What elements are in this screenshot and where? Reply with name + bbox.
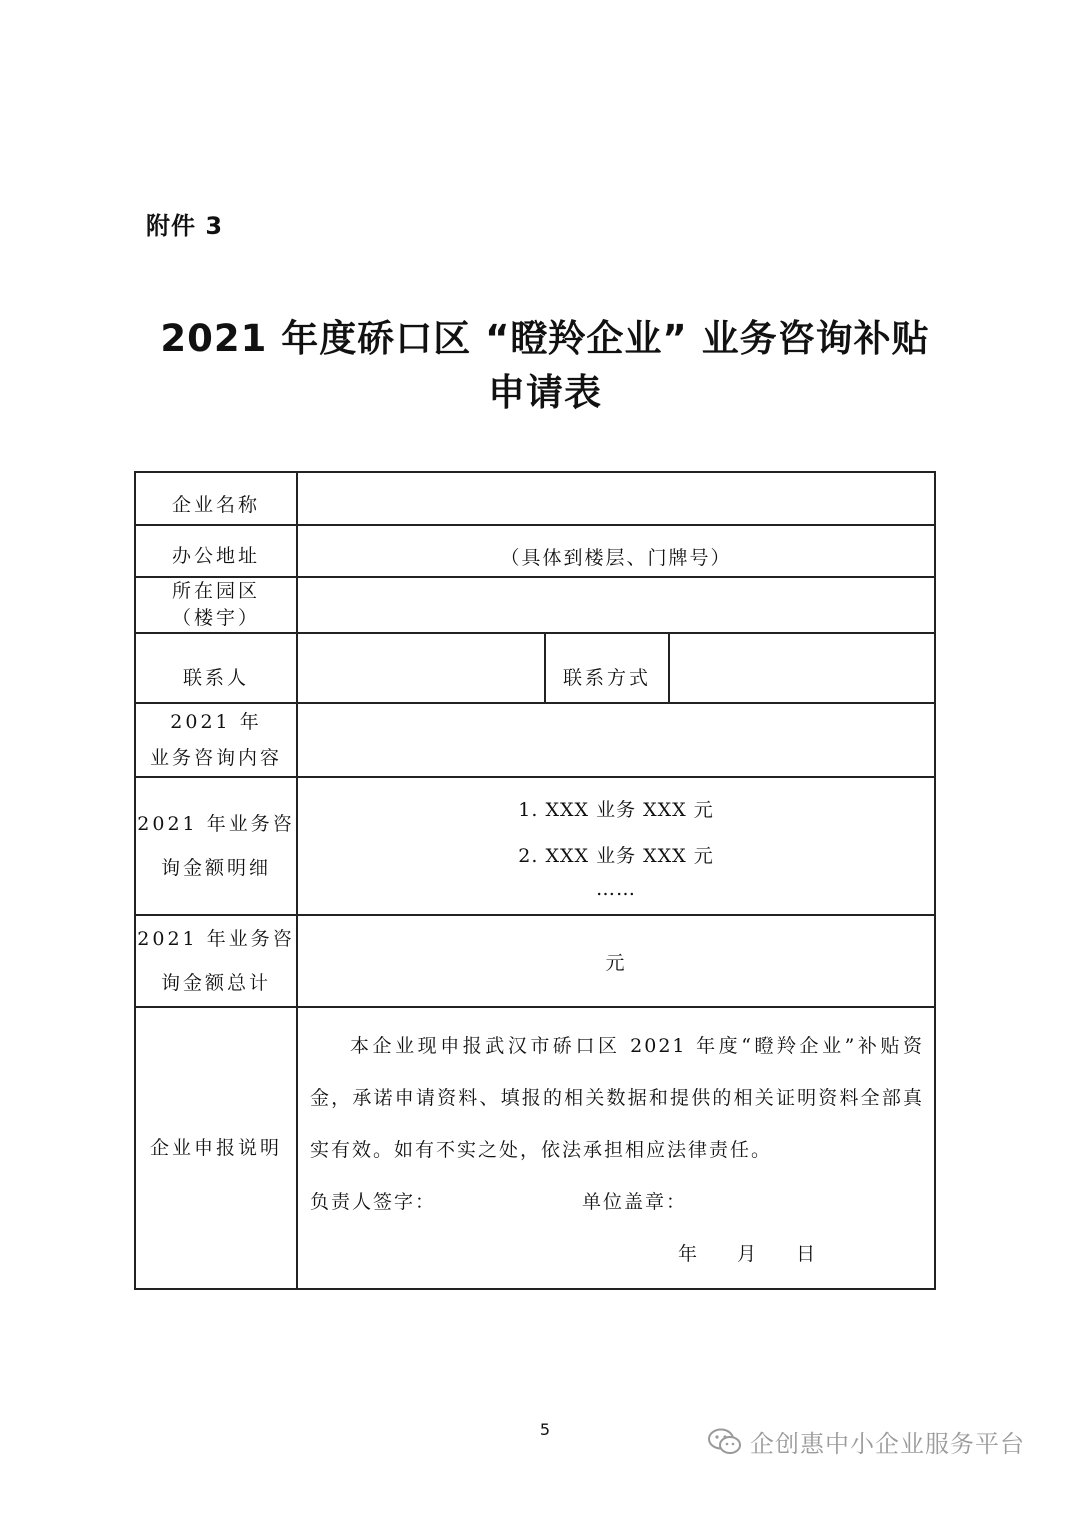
amount-detail-item: 2. XXX 业务 XXX 元 — [518, 845, 714, 867]
amount-detail-item: 1. XXX 业务 XXX 元 — [518, 799, 714, 821]
amount-total-label: 2021 年业务咨 询金额总计 — [135, 915, 297, 1007]
row-amount-detail — [135, 777, 935, 915]
row-company-name — [135, 472, 935, 525]
amount-detail-field[interactable] — [297, 777, 935, 915]
contact-method-label: 联系方式 — [545, 633, 669, 703]
wechat-icon — [708, 1428, 742, 1456]
amount-total-unit: 元 — [605, 951, 627, 974]
seal-label: 单位盖章： — [582, 1191, 688, 1213]
page-number: 5 — [539, 1420, 551, 1439]
office-address-label: 办公地址 — [135, 525, 297, 577]
office-address-field[interactable] — [297, 525, 935, 577]
row-consulting-content — [135, 703, 935, 777]
row-park — [135, 577, 935, 633]
declaration-text: 本企业现申报武汉市硚口区 2021 年度“瞪羚企业”补贴资金，承诺申请资料、填报的相关数据和提供的相关证明资料全部真实有效。如有不实之处，依法承担相应法律责任。 — [310, 1035, 925, 1161]
amount-detail-label: 2021 年业务咨 询金额明细 — [135, 777, 297, 915]
application-form-table — [134, 471, 936, 1290]
attachment-label: 附件 3 — [146, 212, 224, 240]
company-name-field[interactable] — [297, 472, 935, 525]
row-amount-total — [135, 915, 935, 1007]
form-title-line2: 申请表 — [488, 371, 602, 414]
consulting-content-field[interactable] — [297, 703, 935, 777]
watermark-text: 企创惠中小企业服务平台 — [750, 1430, 1025, 1458]
form-title-line1: 2021 年度硚口区 “瞪羚企业” 业务咨询补贴 — [160, 317, 930, 360]
declaration-label: 企业申报说明 — [135, 1007, 297, 1289]
declaration-cell — [297, 1007, 935, 1289]
signature-label: 负责人签字： — [310, 1191, 437, 1213]
watermark — [708, 1424, 1025, 1459]
company-name-label: 企业名称 — [135, 472, 297, 525]
row-declaration — [135, 1007, 935, 1289]
date-day: 日 — [796, 1243, 818, 1265]
contact-person-field[interactable] — [297, 633, 545, 703]
contact-method-field[interactable] — [669, 633, 935, 703]
park-label: 所在园区 （楼宇） — [135, 577, 297, 633]
consulting-content-label: 2021 年 业务咨询内容 — [135, 703, 297, 777]
park-field[interactable] — [297, 577, 935, 633]
office-address-hint: （具体到楼层、门牌号） — [500, 546, 732, 569]
amount-total-field[interactable] — [297, 915, 935, 1007]
date-line — [310, 1228, 924, 1280]
row-contact — [135, 633, 935, 703]
date-month: 月 — [737, 1243, 759, 1265]
date-year: 年 — [678, 1243, 700, 1265]
contact-person-label: 联系人 — [135, 633, 297, 703]
row-office-address — [135, 525, 935, 577]
amount-detail-ellipsis: …… — [596, 878, 637, 900]
